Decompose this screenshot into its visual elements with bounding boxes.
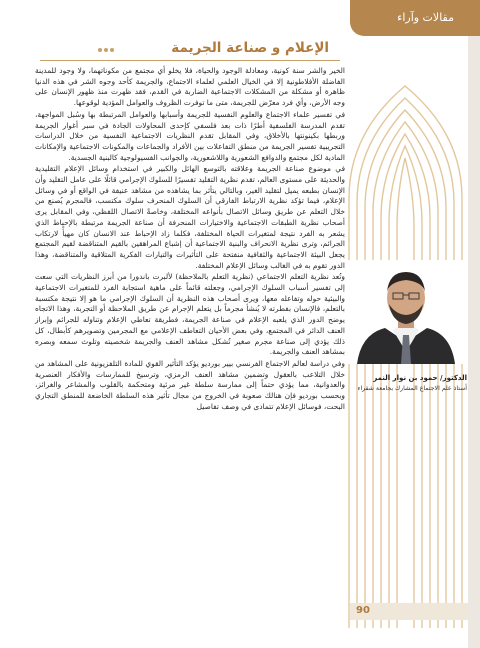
author-title: أستاذ علم الاجتماع المشارك بجامعة شقراء	[357, 385, 467, 392]
article-paragraph: في موضوع صناعة الجريمة وعلاقته بالتوسع الهائل والكبير في استخدام وسائل الإعلام التقليدية والحديثة على مستوى العالم، تقدم نظرية التقليد تفسيرًا للسلوك الإجرامي قائلًا على عامل التقليد وأن الإنسان بطبعه يميل لتقليد الغير، وبالتالي يتأثر بما يشاهده من مشاهد عنيفة في الواقع أو في وسائل الإعلام، فيما تؤكد نظرية الارتباط الفارقي أن السلوك المنحرف سلوك مكتسب، فالمجرم يُصنع من خلال التعلم عن طريق وسائل الاتصال بأنواعه المختلفة، وخاصةً الاتصال اللفظي، وفي المقابل يرى أصحاب نظرية الطبقات الاجتماعية والاختيارات المنحرفة أن صناعة الجريمة مرتبطة بالإحباط الذي يشعر به الفرد نتيجة لمتغيرات الحياة المختلفة، فكلما زاد الإحباط عند الانسان كان مهيأً لارتكاب الجرائم، وترى نظرية الانحراف والبنية الاجتماعية أن إشباع المراهقين بالقيم المتناقضة لقيم المجتمع يجعل البيئة الاجتماعية والثقافية منفتحة على التأثيرات والتيارات الفكرية المتلاقية والمتناقضة، وهذا الدور تقوم به في الغالب وسائل الإعلام المختلفة.	[35, 164, 345, 270]
page-number-box	[350, 603, 468, 620]
article-paragraph: وفي دراسة لعالم الاجتماع الفرنسي بيير بورديو يؤكد التأثير القوي للمادة التلفزيونية على المشاهد من خلال التلاعب بالعقول وتضمين مشاهد العنف الرمزي، وترسيخ للممارسات والأفكار العنصرية والعدوانية، مما يؤدي حتماً إلى ممارسة سلطة غير مرئية ومتحكمة بالقلوب والمشاعر والغرائز، وبحسب بورديو فإن هنالك صعوبة في الخروج من مجال تأثير هذه السلطة الخاضعة للمنطق التجاري البحت، فوسائل الإعلام تتمادى في وصف تفاصيل	[35, 358, 345, 411]
article-paragraph: في تفسير علماء الاجتماع والعلوم النفسية للجريمة وأسبابها والعوامل المرتبطة بها وسُبل المواجهة، تقدم المدرسة الفلسفية أطرًا ذات بعد فلسفي كإحدى المحاولات الجادة في سبر أغوار الجريمة وربطها بكينونتها بالأخلاق، وفي المقابل تقدم النظريات الاجتماعية النفسية من خلال الدراسات التجريبية تفسير الجريمة من منطق التفاعلات بين الأفراد والجماعات والمكونات الاجتماعية والإمكانات المادية لكل مجتمع والدوافع الشعورية واللاشعورية، والجوانب الفسيولوجية كالبنية الجسدية.	[35, 109, 345, 162]
section-tab	[350, 0, 480, 36]
article-body	[35, 66, 345, 414]
right-edge-strip	[468, 36, 480, 648]
section-label: مقالات وآراء	[397, 11, 454, 24]
title-divider	[40, 60, 340, 61]
article-paragraph: الخير والشر سنة كونية، ومعادلة الوجود والحياة، فلا يخلو أي مجتمع من مكوناتهما، ولا وجود للمدينة الفاضلة الأفلاطونية إلا في الخيال العلمي لعلماء الاجتماع، والجريمة كأحد وجوه الشر في هذه الدنيا ظاهرة أو مشكلة من المشكلات الاجتماعية الضاربة في القدم، فقد ظهرت منذ ظهور الإنسان على وجه الأرض، وأي فرد معرّض للجريمة، متى ما توفرت الظروف والعوامل المؤدية لوقوعها.	[35, 66, 345, 108]
article-paragraph: وتُعد نظرية التعلم الاجتماعي (نظرية التعلم بالملاحظة) لألبرت باندورا من أبرز النظريات التي سعت إلى تفسير أسباب السلوك الإجرامي، وجعلته قائماً على ماهية استجابة الفرد للمتغيرات الاجتماعية والبيئية حوله وتفاعله معها، ويرى أصحاب هذه النظرية أن السلوك الإجرامي ما هو إلا نتيجة مكتسبة بالتعلم، فالإنسان بفطرته لا يُنشأ مجرماً بل يتعلم الإجرام عن طريق الملاحظة أو التجربة، وهذا الاتجاه يوضح الدور الذي يلعبه الإعلام في صناعة الجريمة، فطريقة تعاطي الإعلام وتناوله للجرائم وإبراز العنف الدائر في المجتمع، وفي بعض الأحيان التعاطف الإعلامي مع المجرمين وتصويرهم كأبطال، كل ذلك يؤدي إلى صناعة مجرم صغير تُشكل مشاهد العنف والجريمة شخصيته وتلوث سمعه وبصره بمشاهد العنف والجريمة.	[35, 272, 345, 357]
author-photo	[347, 260, 465, 364]
page-number: 90	[356, 605, 370, 616]
title-ornament-icon	[96, 45, 116, 55]
author-name: الدكتور/ حمود بن نوار النمر	[373, 374, 467, 382]
author-portrait-icon	[347, 260, 465, 364]
article-title: الإعلام و صناعة الجريمة	[171, 40, 329, 56]
